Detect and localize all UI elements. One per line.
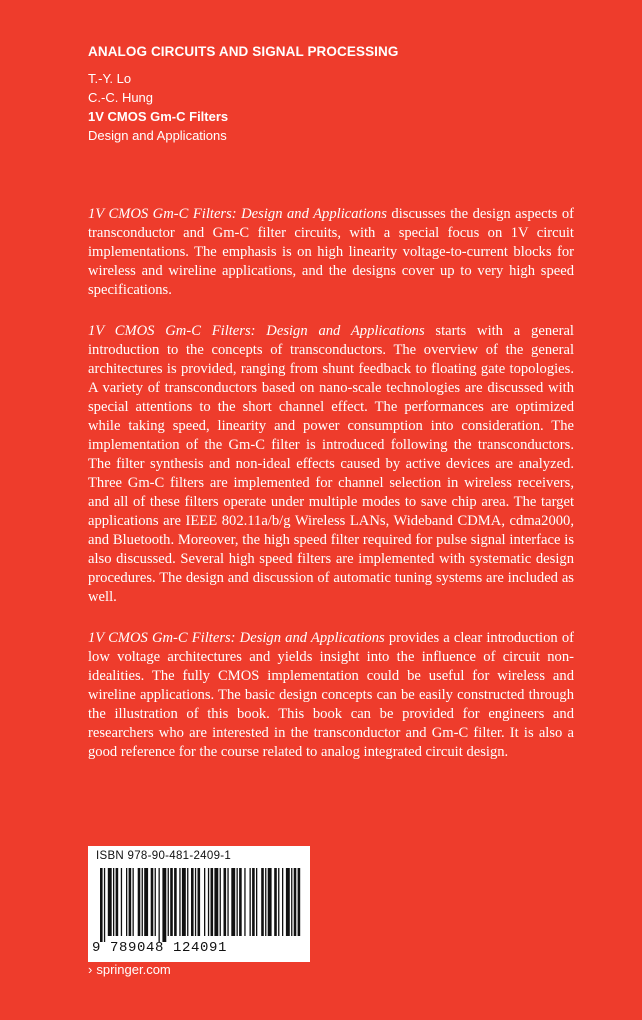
barcode-bar (104, 868, 105, 942)
barcode-bar (237, 868, 238, 936)
barcode-bar (268, 868, 272, 936)
barcode-bar (174, 868, 177, 936)
blurb-title-2: 1V CMOS Gm-C Filters: Design and Applications (88, 323, 425, 339)
book-subtitle: Design and Applications (88, 128, 227, 143)
barcode-bar (144, 868, 148, 936)
barcode-bar (294, 868, 297, 936)
blurb-text-3: provides a clear introduction of low voltage architectures and yields insight into the influence of circuit non-idealities. The fully CMOS implementation could be useful for wireless and wireline applications. The basic design concepts can be easily constructed through the illustration of this book. This book can be provided for engineers and researchers who are interested in the transconductor and Gm-C filter. It is also a good reference for the course related to analog integrated circuit design. (88, 630, 574, 760)
barcode-bar (179, 868, 180, 936)
barcode-bar (113, 868, 114, 936)
barcode-bar (198, 868, 201, 936)
isbn-barcode-box (88, 846, 310, 962)
barcode-bar (244, 868, 245, 936)
barcode-bar (108, 868, 112, 936)
barcode-digits: 9 789048 124091 (92, 940, 228, 956)
barcode-bar (187, 868, 188, 936)
blurb (88, 205, 574, 784)
blurb-paragraph-2 (88, 322, 574, 607)
barcode-bar (286, 868, 290, 936)
barcode-bar (224, 868, 227, 936)
barcode-bar (211, 868, 214, 936)
blurb-text-2: starts with a general introduction to the concepts of transconductors. The overview of the general architectures is provided, ranging from shunt feedback to floating gate topologies. A variety of transconductors based on nano-scale technologies are discussed with special attentions to the short channel effect. The performances are optimized while taking speed, linearity and power consumption into consideration. The implementation of the Gm-C filter is introduced following the transconductors. The filter synthesis and non-ideal effects caused by active devices are analyzed. Three Gm-C filters are implemented for channel selection in wireless receivers, and all of these filters operate under multiple modes to save chip area. The target applications are IEEE 802.11a/b/g Wireless LANs, Wideband CDMA, cdma2000, and Bluetooth. Moreover, the high speed filter required for pulse signal interface is also discussed. Several high speed filters are implemented with systematic design procedures. The design and discussion of automatic tuning systems are included as well. (88, 323, 574, 605)
barcode-bar (278, 868, 279, 936)
barcode-bar (252, 868, 255, 936)
author-2: C.-C. Hung (88, 90, 154, 105)
barcode-bar (126, 868, 127, 936)
barcode-bar (298, 868, 301, 936)
publisher-website[interactable] (88, 962, 171, 977)
book-title: 1V CMOS Gm-C Filters (88, 109, 229, 124)
cover-header (88, 44, 398, 145)
barcode-bar (274, 868, 277, 936)
barcode-bar (100, 868, 103, 942)
chevron-right-icon: › (88, 962, 93, 977)
barcode-bar (155, 868, 156, 936)
barcode-bar (204, 868, 205, 936)
barcode-bar (256, 868, 257, 936)
barcode-bar (231, 868, 235, 936)
barcode-bar (116, 868, 119, 936)
barcode-bar (227, 868, 228, 936)
barcode-bar (239, 868, 242, 936)
website-label: springer.com (96, 962, 171, 977)
barcode-bar (291, 868, 292, 936)
barcode-bar (182, 868, 186, 936)
blurb-title-1: 1V CMOS Gm-C Filters: Design and Applications (88, 206, 387, 222)
barcode-bar (195, 868, 196, 936)
barcode-bar (142, 868, 143, 936)
barcode-bar (250, 868, 251, 936)
barcode-bar (208, 868, 209, 936)
blurb-title-3: 1V CMOS Gm-C Filters: Design and Applications (88, 630, 385, 646)
barcode-bar (162, 868, 166, 942)
blurb-text-1: discusses the design aspects of transconductor and Gm-C filter circuits, with a special focus on 1V circuit implementations. The emphasis is on high linearity voltage-to-current blocks for wireless and wireline applications, and the designs cover up to very high speed specifications. (88, 206, 574, 298)
barcode-bar (159, 868, 160, 942)
barcode-bar (220, 868, 221, 936)
barcode-bar (129, 868, 132, 936)
series-title: ANALOG CIRCUITS AND SIGNAL PROCESSING (88, 44, 399, 59)
blurb-paragraph-3 (88, 629, 574, 762)
barcode-bar (121, 868, 122, 936)
blurb-paragraph-1 (88, 205, 574, 300)
barcode-bar (261, 868, 264, 936)
barcode-bar (191, 868, 194, 936)
barcode-bar (168, 868, 169, 936)
barcode-bar (282, 868, 283, 936)
barcode-bar (151, 868, 154, 936)
barcode-bar (214, 868, 218, 936)
barcode-bar (138, 868, 141, 936)
author-1: T.-Y. Lo (88, 71, 132, 86)
barcode-bar (170, 868, 173, 936)
barcode-bar (133, 868, 134, 936)
isbn-label: ISBN 978-90-481-2409-1 (96, 850, 232, 862)
barcode-bar (265, 868, 266, 936)
